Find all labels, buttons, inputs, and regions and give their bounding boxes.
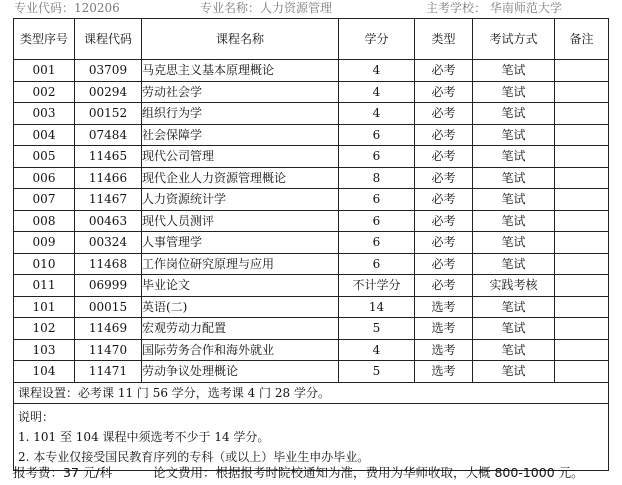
cell-seq: 005	[14, 146, 75, 168]
cell-remark	[555, 253, 609, 275]
cell-code: 00015	[75, 296, 142, 318]
cell-credit: 4	[339, 339, 415, 361]
table-row	[14, 60, 609, 82]
cell-name: 人力资源统计学	[142, 189, 339, 211]
header-type: 类型	[415, 19, 473, 60]
major-code: 专业代码：120206	[14, 1, 120, 15]
cell-seq: 010	[14, 253, 75, 275]
cell-type: 必考	[415, 275, 473, 297]
cell-name: 社会保障学	[142, 124, 339, 146]
table-row	[14, 232, 609, 254]
cell-code: 11465	[75, 146, 142, 168]
notes-cell	[14, 403, 609, 470]
cell-type: 必考	[415, 210, 473, 232]
cell-seq: 002	[14, 81, 75, 103]
cell-code: 11466	[75, 167, 142, 189]
cell-exam: 笔试	[473, 210, 555, 232]
cell-name: 组织行为学	[142, 103, 339, 125]
major-name: 专业名称：人力资源管理	[200, 1, 333, 15]
cell-remark	[555, 81, 609, 103]
note-1: 1. 101 至 104 课程中须选考不少于 14 学分。	[18, 429, 270, 444]
cell-exam: 笔试	[473, 232, 555, 254]
cell-seq: 006	[14, 167, 75, 189]
exam-fee: 报考费：37 元/科	[13, 465, 113, 480]
cell-code: 00294	[75, 81, 142, 103]
table-row	[14, 189, 609, 211]
cell-type: 必考	[415, 146, 473, 168]
cell-credit: 6	[339, 232, 415, 254]
cell-name: 宏观劳动力配置	[142, 318, 339, 340]
cell-remark	[555, 339, 609, 361]
cell-code: 00324	[75, 232, 142, 254]
note-2: 2. 本专业仅接受国民教育序列的专科（或以上）毕业生申办毕业。	[18, 449, 370, 464]
cell-code: 00463	[75, 210, 142, 232]
table-row	[14, 361, 609, 383]
cell-credit: 不计学分	[339, 275, 415, 297]
summary-row	[14, 382, 609, 403]
fee-footer	[13, 463, 622, 483]
cell-credit: 14	[339, 296, 415, 318]
cell-seq: 008	[14, 210, 75, 232]
cell-type: 必考	[415, 189, 473, 211]
table-row	[14, 339, 609, 361]
cell-seq: 103	[14, 339, 75, 361]
table-row	[14, 318, 609, 340]
cell-credit: 8	[339, 167, 415, 189]
cell-credit: 4	[339, 60, 415, 82]
cell-seq: 001	[14, 60, 75, 82]
cell-seq: 104	[14, 361, 75, 383]
cell-exam: 笔试	[473, 81, 555, 103]
cell-code: 11469	[75, 318, 142, 340]
header-seq: 类型序号	[14, 19, 75, 60]
header-name: 课程名称	[142, 19, 339, 60]
cell-seq: 009	[14, 232, 75, 254]
cell-remark	[555, 189, 609, 211]
cell-code: 00152	[75, 103, 142, 125]
cell-remark	[555, 296, 609, 318]
table-row	[14, 146, 609, 168]
cell-exam: 笔试	[473, 146, 555, 168]
cell-name: 马克思主义基本原理概论	[142, 60, 339, 82]
cell-name: 现代公司管理	[142, 146, 339, 168]
cell-code: 06999	[75, 275, 142, 297]
cell-name: 工作岗位研究原理与应用	[142, 253, 339, 275]
table-row	[14, 296, 609, 318]
cell-seq: 101	[14, 296, 75, 318]
notes-row	[14, 403, 609, 470]
cell-exam: 笔试	[473, 189, 555, 211]
cell-remark	[555, 318, 609, 340]
cell-exam: 实践考核	[473, 275, 555, 297]
cell-type: 必考	[415, 60, 473, 82]
cell-code: 11467	[75, 189, 142, 211]
cell-code: 11470	[75, 339, 142, 361]
cell-name: 现代企业人力资源管理概论	[142, 167, 339, 189]
cell-exam: 笔试	[473, 339, 555, 361]
cell-remark	[555, 167, 609, 189]
cell-type: 选考	[415, 361, 473, 383]
cell-type: 选考	[415, 339, 473, 361]
cell-credit: 6	[339, 210, 415, 232]
cell-name: 人事管理学	[142, 232, 339, 254]
table-row	[14, 275, 609, 297]
cell-exam: 笔试	[473, 296, 555, 318]
table-header-row	[14, 19, 609, 60]
cell-name: 毕业论文	[142, 275, 339, 297]
table-row	[14, 81, 609, 103]
cell-exam: 笔试	[473, 60, 555, 82]
cell-credit: 6	[339, 189, 415, 211]
table-row	[14, 167, 609, 189]
header-remark: 备注	[555, 19, 609, 60]
cell-type: 选考	[415, 296, 473, 318]
cell-type: 必考	[415, 81, 473, 103]
cell-remark	[555, 232, 609, 254]
cell-seq: 011	[14, 275, 75, 297]
table-row	[14, 103, 609, 125]
examining-school: 主考学校： 华南师范大学	[426, 1, 562, 15]
cell-remark	[555, 103, 609, 125]
course-summary: 课程设置：必考课 11 门 56 学分，选考课 4 门 28 学分。	[14, 382, 609, 403]
cell-exam: 笔试	[473, 124, 555, 146]
cell-seq: 003	[14, 103, 75, 125]
cell-remark	[555, 361, 609, 383]
cell-type: 必考	[415, 167, 473, 189]
cell-exam: 笔试	[473, 103, 555, 125]
cell-code: 07484	[75, 124, 142, 146]
cell-name: 劳动争议处理概论	[142, 361, 339, 383]
table-row	[14, 210, 609, 232]
cell-type: 必考	[415, 253, 473, 275]
cell-credit: 4	[339, 81, 415, 103]
cell-exam: 笔试	[473, 253, 555, 275]
cell-type: 必考	[415, 124, 473, 146]
cell-name: 英语(二)	[142, 296, 339, 318]
cell-seq: 007	[14, 189, 75, 211]
cell-exam: 笔试	[473, 361, 555, 383]
cell-code: 11471	[75, 361, 142, 383]
cell-seq: 102	[14, 318, 75, 340]
cell-credit: 4	[339, 103, 415, 125]
header-exam: 考试方式	[473, 19, 555, 60]
cell-seq: 004	[14, 124, 75, 146]
cell-name: 劳动社会学	[142, 81, 339, 103]
course-table	[13, 18, 609, 471]
cell-remark	[555, 210, 609, 232]
cell-type: 必考	[415, 232, 473, 254]
cell-remark	[555, 146, 609, 168]
cell-remark	[555, 275, 609, 297]
cell-remark	[555, 60, 609, 82]
cell-code: 03709	[75, 60, 142, 82]
header-credit: 学分	[339, 19, 415, 60]
cell-code: 11468	[75, 253, 142, 275]
cell-exam: 笔试	[473, 167, 555, 189]
notes-title: 说明：	[18, 409, 55, 424]
cell-exam: 笔试	[473, 318, 555, 340]
thesis-fee: 论文费用：根据报考时院校通知为准，费用为华师收取，大概 800-1000 元。	[153, 465, 584, 480]
cell-credit: 6	[339, 146, 415, 168]
cell-credit: 5	[339, 318, 415, 340]
document-header	[0, 0, 622, 18]
cell-type: 必考	[415, 103, 473, 125]
table-row	[14, 124, 609, 146]
cell-credit: 6	[339, 253, 415, 275]
cell-name: 现代人员测评	[142, 210, 339, 232]
cell-credit: 5	[339, 361, 415, 383]
header-code: 课程代码	[75, 19, 142, 60]
cell-remark	[555, 124, 609, 146]
cell-name: 国际劳务合作和海外就业	[142, 339, 339, 361]
cell-credit: 6	[339, 124, 415, 146]
cell-type: 选考	[415, 318, 473, 340]
table-row	[14, 253, 609, 275]
